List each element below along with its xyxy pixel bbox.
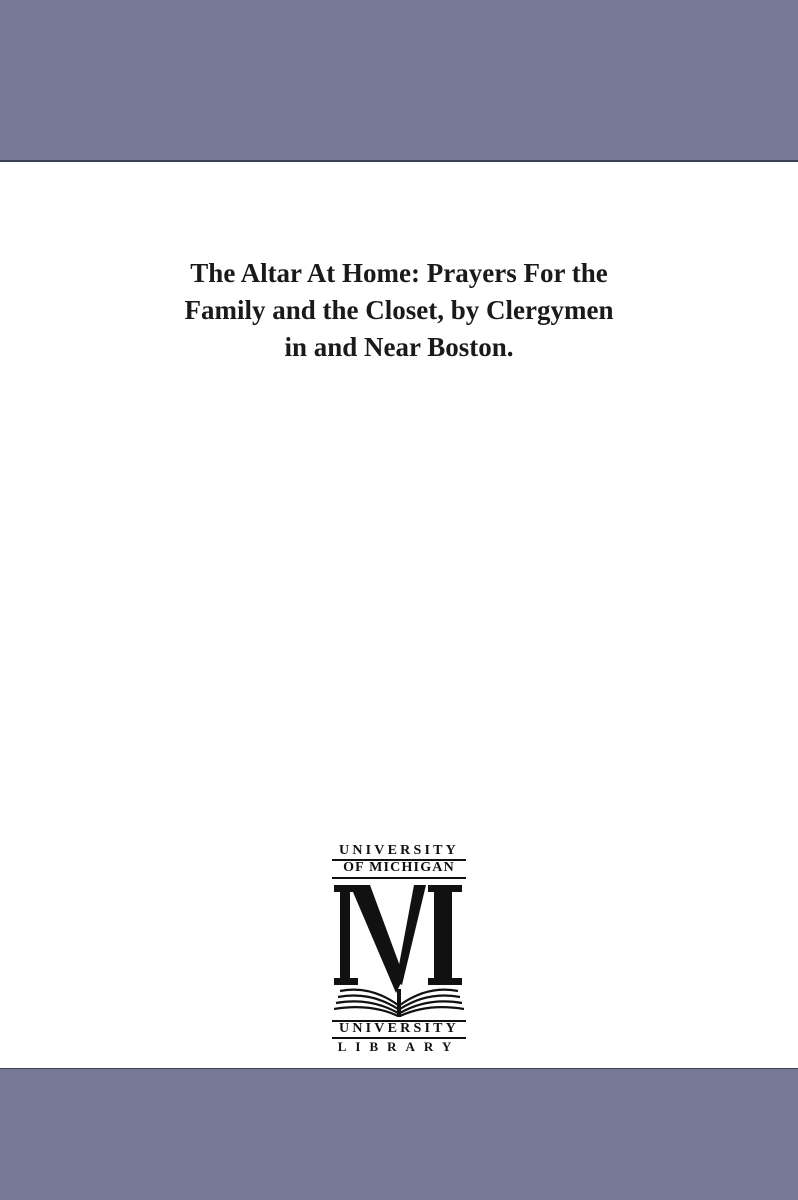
logo-text-of-michigan: OF MICHIGAN [343,860,455,875]
title-line-3: in and Near Boston. [284,332,514,362]
book-title [79,255,719,366]
logo-text-university-2: UNIVERSITY [339,1021,459,1036]
logo-text-university: UNIVERSITY [339,843,459,858]
logo-rule [332,877,466,879]
bottom-color-band [0,1069,798,1200]
block-m-book-icon [334,881,464,1017]
logo-text-library: LIBRARY [337,1039,461,1054]
top-color-band [0,0,798,161]
title-line-2: Family and the Closet, by Clergymen [184,295,614,325]
top-band-edge [0,160,798,162]
title-line-1: The Altar At Home: Prayers For the [190,258,608,288]
university-of-michigan-library-logo [332,843,466,1055]
